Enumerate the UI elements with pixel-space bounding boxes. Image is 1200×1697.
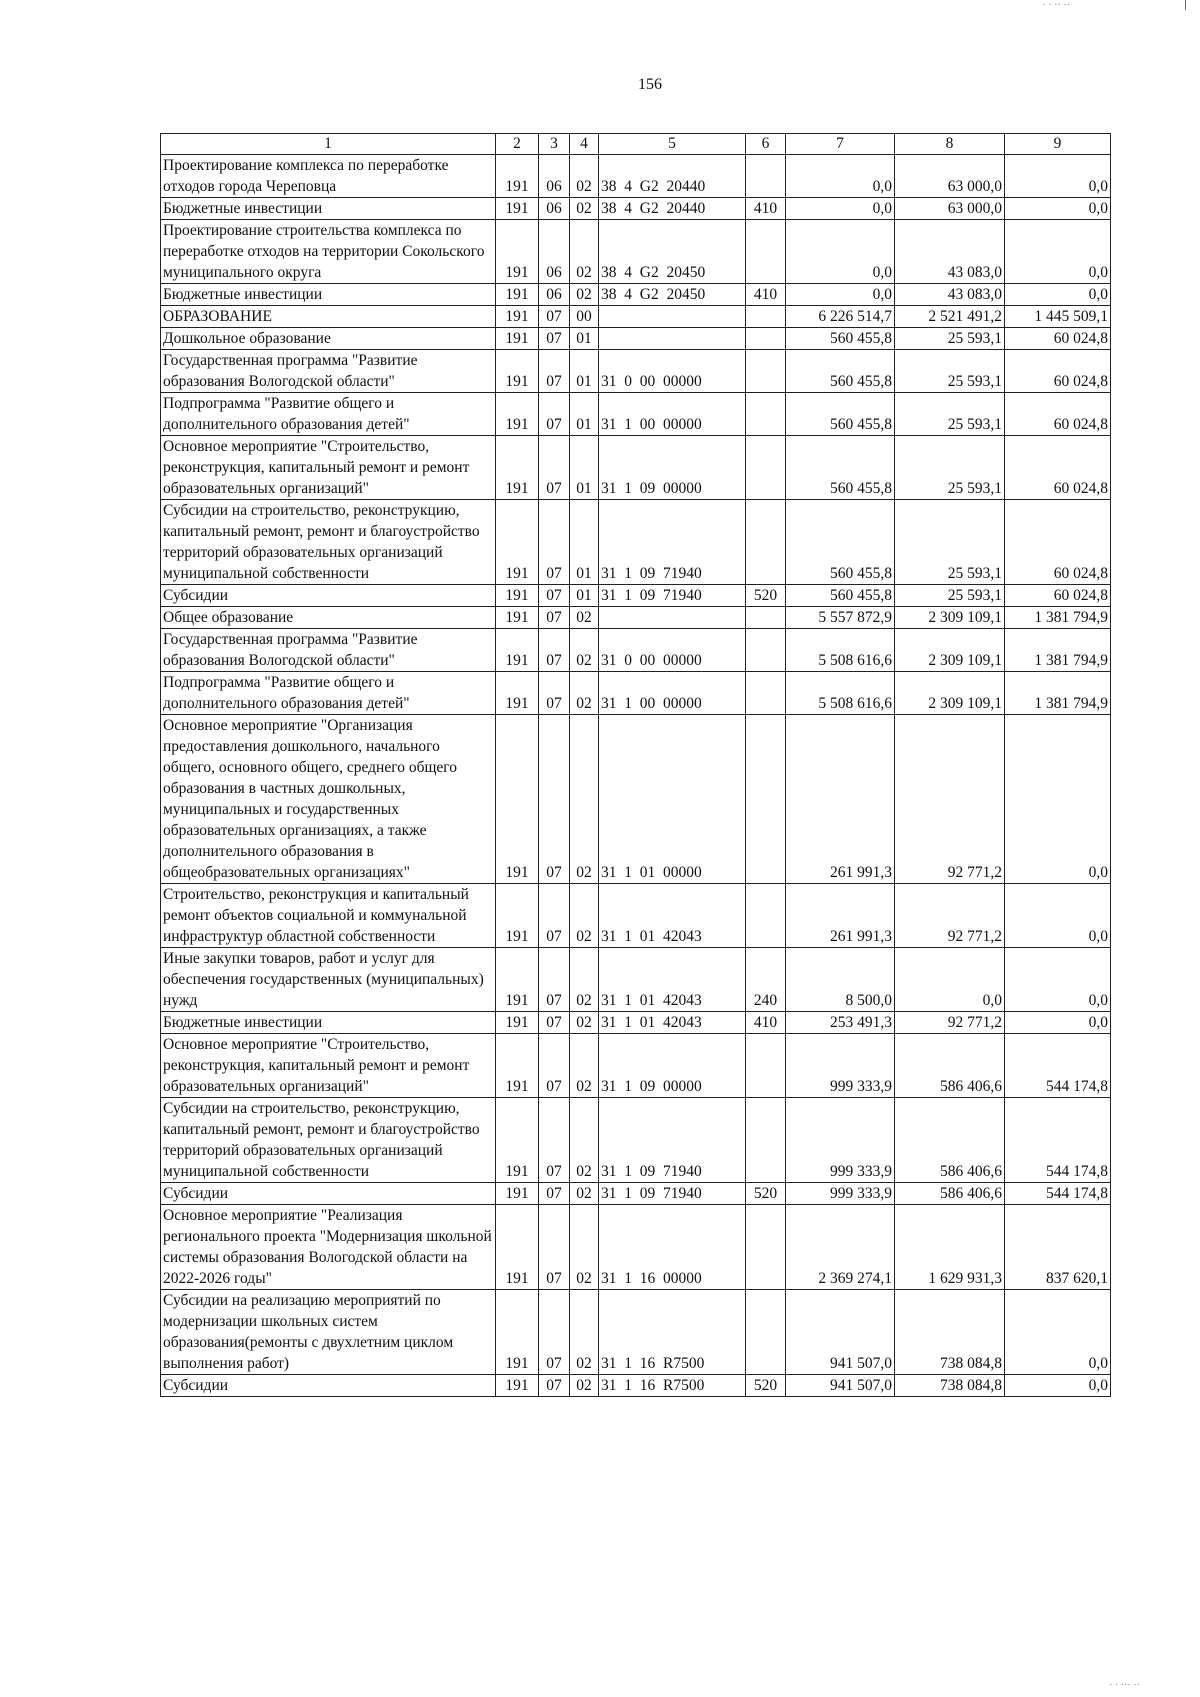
amount-col-7: 0,0	[786, 284, 895, 306]
admin-code: 191	[496, 155, 539, 198]
section-code: 06	[539, 155, 570, 198]
section-code: 07	[539, 328, 570, 350]
subsection-code: 02	[570, 220, 599, 284]
amount-col-7: 560 455,8	[786, 328, 895, 350]
amount-col-9: 60 024,8	[1005, 350, 1111, 393]
target-article: 31 1 01 42043	[599, 948, 746, 1012]
admin-code: 191	[496, 328, 539, 350]
target-article: 31 1 00 00000	[599, 672, 746, 715]
expense-type	[746, 629, 786, 672]
amount-col-7: 0,0	[786, 155, 895, 198]
admin-code: 191	[496, 672, 539, 715]
amount-col-7: 941 507,0	[786, 1290, 895, 1375]
amount-col-9: 1 381 794,9	[1005, 607, 1111, 629]
amount-col-8: 25 593,1	[895, 328, 1005, 350]
subsection-code: 01	[570, 393, 599, 436]
expense-type	[746, 328, 786, 350]
amount-col-7: 0,0	[786, 220, 895, 284]
amount-col-7: 560 455,8	[786, 350, 895, 393]
target-article: 31 1 09 71940	[599, 585, 746, 607]
target-article: 31 1 09 71940	[599, 1183, 746, 1205]
section-code: 07	[539, 306, 570, 328]
admin-code: 191	[496, 1034, 539, 1098]
section-code: 07	[539, 1205, 570, 1290]
amount-col-8: 25 593,1	[895, 350, 1005, 393]
amount-col-8: 2 309 109,1	[895, 629, 1005, 672]
amount-col-8: 92 771,2	[895, 884, 1005, 948]
admin-code: 191	[496, 1375, 539, 1397]
amount-col-7: 560 455,8	[786, 393, 895, 436]
subsection-code: 02	[570, 884, 599, 948]
table-row	[161, 220, 1111, 284]
expense-type	[746, 436, 786, 500]
amount-col-9: 544 174,8	[1005, 1034, 1111, 1098]
amount-col-7: 0,0	[786, 198, 895, 220]
amount-col-7: 5 557 872,9	[786, 607, 895, 629]
target-article: 38 4 G2 20450	[599, 220, 746, 284]
target-article: 31 1 01 00000	[599, 715, 746, 884]
subsection-code: 01	[570, 436, 599, 500]
amount-col-7: 253 491,3	[786, 1012, 895, 1034]
table-row	[161, 1098, 1111, 1183]
amount-col-9: 0,0	[1005, 284, 1111, 306]
amount-col-8: 43 083,0	[895, 284, 1005, 306]
amount-col-9: 0,0	[1005, 1012, 1111, 1034]
section-code: 07	[539, 1098, 570, 1183]
table-row	[161, 393, 1111, 436]
expense-type: 520	[746, 585, 786, 607]
target-article: 31 1 16 R7500	[599, 1290, 746, 1375]
row-name: Субсидии	[161, 1183, 496, 1205]
admin-code: 191	[496, 1205, 539, 1290]
amount-col-7: 999 333,9	[786, 1183, 895, 1205]
target-article: 31 1 01 42043	[599, 1012, 746, 1034]
section-code: 07	[539, 436, 570, 500]
subsection-code: 02	[570, 1183, 599, 1205]
amount-col-9: 0,0	[1005, 1290, 1111, 1375]
subsection-code: 02	[570, 629, 599, 672]
amount-col-9: 60 024,8	[1005, 500, 1111, 585]
amount-col-9: 60 024,8	[1005, 328, 1111, 350]
admin-code: 191	[496, 220, 539, 284]
amount-col-8: 92 771,2	[895, 715, 1005, 884]
row-name: Государственная программа "Развитие образования Вологодской области"	[161, 629, 496, 672]
amount-col-8: 43 083,0	[895, 220, 1005, 284]
table-row	[161, 198, 1111, 220]
target-article: 31 0 00 00000	[599, 629, 746, 672]
target-article: 31 1 09 71940	[599, 500, 746, 585]
subsection-code: 02	[570, 284, 599, 306]
amount-col-7: 5 508 616,6	[786, 629, 895, 672]
amount-col-8: 738 084,8	[895, 1375, 1005, 1397]
amount-col-7: 2 369 274,1	[786, 1205, 895, 1290]
section-code: 07	[539, 1290, 570, 1375]
row-name: Государственная программа "Развитие образования Вологодской области"	[161, 350, 496, 393]
amount-col-7: 560 455,8	[786, 500, 895, 585]
target-article: 31 1 09 71940	[599, 1098, 746, 1183]
amount-col-9: 1 445 509,1	[1005, 306, 1111, 328]
section-code: 07	[539, 350, 570, 393]
amount-col-9: 1 381 794,9	[1005, 672, 1111, 715]
amount-col-7: 941 507,0	[786, 1375, 895, 1397]
subsection-code: 01	[570, 500, 599, 585]
table-row	[161, 884, 1111, 948]
subsection-code: 02	[570, 672, 599, 715]
amount-col-9: 0,0	[1005, 155, 1111, 198]
header-cell: 7	[786, 134, 895, 155]
row-name: Субсидии на реализацию мероприятий по модернизации школьных систем образования(ремонты с двухлетним циклом выполнения работ)	[161, 1290, 496, 1375]
section-code: 07	[539, 607, 570, 629]
header-cell: 3	[539, 134, 570, 155]
target-article	[599, 328, 746, 350]
expense-type	[746, 1205, 786, 1290]
amount-col-9: 544 174,8	[1005, 1098, 1111, 1183]
section-code: 07	[539, 948, 570, 1012]
target-article: 31 1 16 00000	[599, 1205, 746, 1290]
table-row	[161, 306, 1111, 328]
subsection-code: 02	[570, 1034, 599, 1098]
admin-code: 191	[496, 306, 539, 328]
row-name: Подпрограмма "Развитие общего и дополнительного образования детей"	[161, 672, 496, 715]
table-row	[161, 155, 1111, 198]
amount-col-8: 25 593,1	[895, 500, 1005, 585]
admin-code: 191	[496, 1183, 539, 1205]
header-row	[161, 134, 1111, 155]
section-code: 07	[539, 1183, 570, 1205]
section-code: 07	[539, 1012, 570, 1034]
section-code: 07	[539, 672, 570, 715]
table-row	[161, 607, 1111, 629]
admin-code: 191	[496, 607, 539, 629]
amount-col-7: 8 500,0	[786, 948, 895, 1012]
section-code: 07	[539, 1375, 570, 1397]
row-name: Бюджетные инвестиции	[161, 284, 496, 306]
expense-type	[746, 1034, 786, 1098]
amount-col-9: 0,0	[1005, 884, 1111, 948]
expense-type	[746, 350, 786, 393]
header-cell: 8	[895, 134, 1005, 155]
admin-code: 191	[496, 715, 539, 884]
expense-type	[746, 607, 786, 629]
amount-col-9: 0,0	[1005, 220, 1111, 284]
target-article: 31 1 09 00000	[599, 436, 746, 500]
subsection-code: 02	[570, 948, 599, 1012]
amount-col-9: 60 024,8	[1005, 585, 1111, 607]
subsection-code: 02	[570, 1205, 599, 1290]
expense-type: 520	[746, 1183, 786, 1205]
table-row	[161, 948, 1111, 1012]
amount-col-9: 837 620,1	[1005, 1205, 1111, 1290]
amount-col-7: 6 226 514,7	[786, 306, 895, 328]
section-code: 07	[539, 1034, 570, 1098]
admin-code: 191	[496, 350, 539, 393]
row-name: Субсидии	[161, 585, 496, 607]
admin-code: 191	[496, 436, 539, 500]
expense-type	[746, 884, 786, 948]
amount-col-9: 60 024,8	[1005, 393, 1111, 436]
row-name: Проектирование строительства комплекса по переработке отходов на территории Сокольского муниципального округа	[161, 220, 496, 284]
admin-code: 191	[496, 884, 539, 948]
table-row	[161, 328, 1111, 350]
table-row	[161, 585, 1111, 607]
table-row	[161, 1183, 1111, 1205]
row-name: Иные закупки товаров, работ и услуг для обеспечения государственных (муниципальных) нужд	[161, 948, 496, 1012]
row-name: Общее образование	[161, 607, 496, 629]
amount-col-8: 586 406,6	[895, 1098, 1005, 1183]
expense-type	[746, 220, 786, 284]
expense-type	[746, 500, 786, 585]
row-name: Проектирование комплекса по переработке отходов города Череповца	[161, 155, 496, 198]
amount-col-7: 560 455,8	[786, 436, 895, 500]
budget-table	[160, 133, 1111, 1397]
amount-col-9: 0,0	[1005, 1375, 1111, 1397]
target-article: 31 1 01 42043	[599, 884, 746, 948]
row-name: Основное мероприятие "Строительство, реконструкция, капитальный ремонт и ремонт образовательных организаций"	[161, 436, 496, 500]
scan-mark-top-right	[1185, 0, 1186, 10]
section-code: 06	[539, 198, 570, 220]
amount-col-7: 261 991,3	[786, 884, 895, 948]
subsection-code: 02	[570, 715, 599, 884]
header-cell: 1	[161, 134, 496, 155]
table-row	[161, 1205, 1111, 1290]
target-article: 31 1 00 00000	[599, 393, 746, 436]
subsection-code: 02	[570, 1012, 599, 1034]
expense-type	[746, 1290, 786, 1375]
table-row	[161, 1034, 1111, 1098]
target-article: 31 0 00 00000	[599, 350, 746, 393]
target-article: 38 4 G2 20440	[599, 198, 746, 220]
amount-col-9: 0,0	[1005, 948, 1111, 1012]
expense-type	[746, 1098, 786, 1183]
expense-type	[746, 672, 786, 715]
page-number: 156	[638, 76, 662, 93]
admin-code: 191	[496, 948, 539, 1012]
subsection-code: 02	[570, 607, 599, 629]
amount-col-7: 560 455,8	[786, 585, 895, 607]
table-row	[161, 284, 1111, 306]
subsection-code: 02	[570, 155, 599, 198]
amount-col-8: 25 593,1	[895, 393, 1005, 436]
row-name: Основное мероприятие "Строительство, реконструкция, капитальный ремонт и ремонт образовательных организаций"	[161, 1034, 496, 1098]
target-article: 38 4 G2 20450	[599, 284, 746, 306]
expense-type	[746, 715, 786, 884]
amount-col-8: 2 309 109,1	[895, 672, 1005, 715]
subsection-code: 00	[570, 306, 599, 328]
expense-type: 410	[746, 1012, 786, 1034]
table-row	[161, 500, 1111, 585]
header-cell: 9	[1005, 134, 1111, 155]
section-code: 07	[539, 500, 570, 585]
header-cell: 4	[570, 134, 599, 155]
subsection-code: 02	[570, 198, 599, 220]
section-code: 06	[539, 284, 570, 306]
row-name: Бюджетные инвестиции	[161, 1012, 496, 1034]
admin-code: 191	[496, 1012, 539, 1034]
table-row	[161, 715, 1111, 884]
admin-code: 191	[496, 585, 539, 607]
row-name: Основное мероприятие "Организация предоставления дошкольного, начального общего, основного общего, среднего общего образования в частных дошкольных, муниципальных и государственных образовательных организациях, а также дополнительного образования в общеобразовательных организациях"	[161, 715, 496, 884]
target-article: 38 4 G2 20440	[599, 155, 746, 198]
amount-col-7: 261 991,3	[786, 715, 895, 884]
admin-code: 191	[496, 1290, 539, 1375]
target-article: 31 1 16 R7500	[599, 1375, 746, 1397]
subsection-code: 01	[570, 350, 599, 393]
section-code: 07	[539, 884, 570, 948]
header-cell: 2	[496, 134, 539, 155]
amount-col-7: 999 333,9	[786, 1098, 895, 1183]
amount-col-8: 1 629 931,3	[895, 1205, 1005, 1290]
table-row	[161, 1012, 1111, 1034]
table-row	[161, 629, 1111, 672]
scan-mark-bottom: · · ··· ··	[1109, 1680, 1140, 1691]
row-name: Подпрограмма "Развитие общего и дополнительного образования детей"	[161, 393, 496, 436]
amount-col-8: 25 593,1	[895, 585, 1005, 607]
admin-code: 191	[496, 284, 539, 306]
row-name: Субсидии на строительство, реконструкцию, капитальный ремонт, ремонт и благоустройство территорий образовательных организаций муниципальной собственности	[161, 1098, 496, 1183]
amount-col-9: 1 381 794,9	[1005, 629, 1111, 672]
amount-col-8: 63 000,0	[895, 155, 1005, 198]
amount-col-9: 544 174,8	[1005, 1183, 1111, 1205]
row-name: Дошкольное образование	[161, 328, 496, 350]
target-article	[599, 607, 746, 629]
amount-col-8: 25 593,1	[895, 436, 1005, 500]
expense-type	[746, 155, 786, 198]
subsection-code: 02	[570, 1290, 599, 1375]
target-article	[599, 306, 746, 328]
subsection-code: 02	[570, 1375, 599, 1397]
row-name: ОБРАЗОВАНИЕ	[161, 306, 496, 328]
header-cell: 6	[746, 134, 786, 155]
row-name: Субсидии	[161, 1375, 496, 1397]
expense-type: 410	[746, 284, 786, 306]
amount-col-8: 738 084,8	[895, 1290, 1005, 1375]
section-code: 07	[539, 629, 570, 672]
row-name: Строительство, реконструкция и капитальный ремонт объектов социальной и коммунальной инфраструктур областной собственности	[161, 884, 496, 948]
amount-col-8: 0,0	[895, 948, 1005, 1012]
amount-col-8: 63 000,0	[895, 198, 1005, 220]
subsection-code: 01	[570, 585, 599, 607]
table-row	[161, 436, 1111, 500]
admin-code: 191	[496, 629, 539, 672]
admin-code: 191	[496, 500, 539, 585]
expense-type: 410	[746, 198, 786, 220]
admin-code: 191	[496, 1098, 539, 1183]
table-row	[161, 350, 1111, 393]
table-row	[161, 1375, 1111, 1397]
amount-col-8: 92 771,2	[895, 1012, 1005, 1034]
row-name: Субсидии на строительство, реконструкцию, капитальный ремонт, ремонт и благоустройство территорий образовательных организаций муниципальной собственности	[161, 500, 496, 585]
expense-type	[746, 306, 786, 328]
amount-col-7: 5 508 616,6	[786, 672, 895, 715]
subsection-code: 02	[570, 1098, 599, 1183]
amount-col-8: 2 521 491,2	[895, 306, 1005, 328]
admin-code: 191	[496, 393, 539, 436]
amount-col-8: 586 406,6	[895, 1183, 1005, 1205]
expense-type: 520	[746, 1375, 786, 1397]
expense-type: 240	[746, 948, 786, 1012]
admin-code: 191	[496, 198, 539, 220]
amount-col-8: 2 309 109,1	[895, 607, 1005, 629]
header-cell: 5	[599, 134, 746, 155]
table-row	[161, 1290, 1111, 1375]
amount-col-9: 0,0	[1005, 715, 1111, 884]
amount-col-8: 586 406,6	[895, 1034, 1005, 1098]
row-name: Бюджетные инвестиции	[161, 198, 496, 220]
row-name: Основное мероприятие "Реализация регионального проекта "Модернизация школьной системы образования Вологодской области на 2022-2026 годы"	[161, 1205, 496, 1290]
section-code: 07	[539, 393, 570, 436]
subsection-code: 01	[570, 328, 599, 350]
section-code: 07	[539, 715, 570, 884]
target-article: 31 1 09 00000	[599, 1034, 746, 1098]
section-code: 06	[539, 220, 570, 284]
scan-mark-top: · · ·· ··	[1042, 0, 1070, 11]
amount-col-7: 999 333,9	[786, 1034, 895, 1098]
table-row	[161, 672, 1111, 715]
expense-type	[746, 393, 786, 436]
amount-col-9: 0,0	[1005, 198, 1111, 220]
amount-col-9: 60 024,8	[1005, 436, 1111, 500]
section-code: 07	[539, 585, 570, 607]
